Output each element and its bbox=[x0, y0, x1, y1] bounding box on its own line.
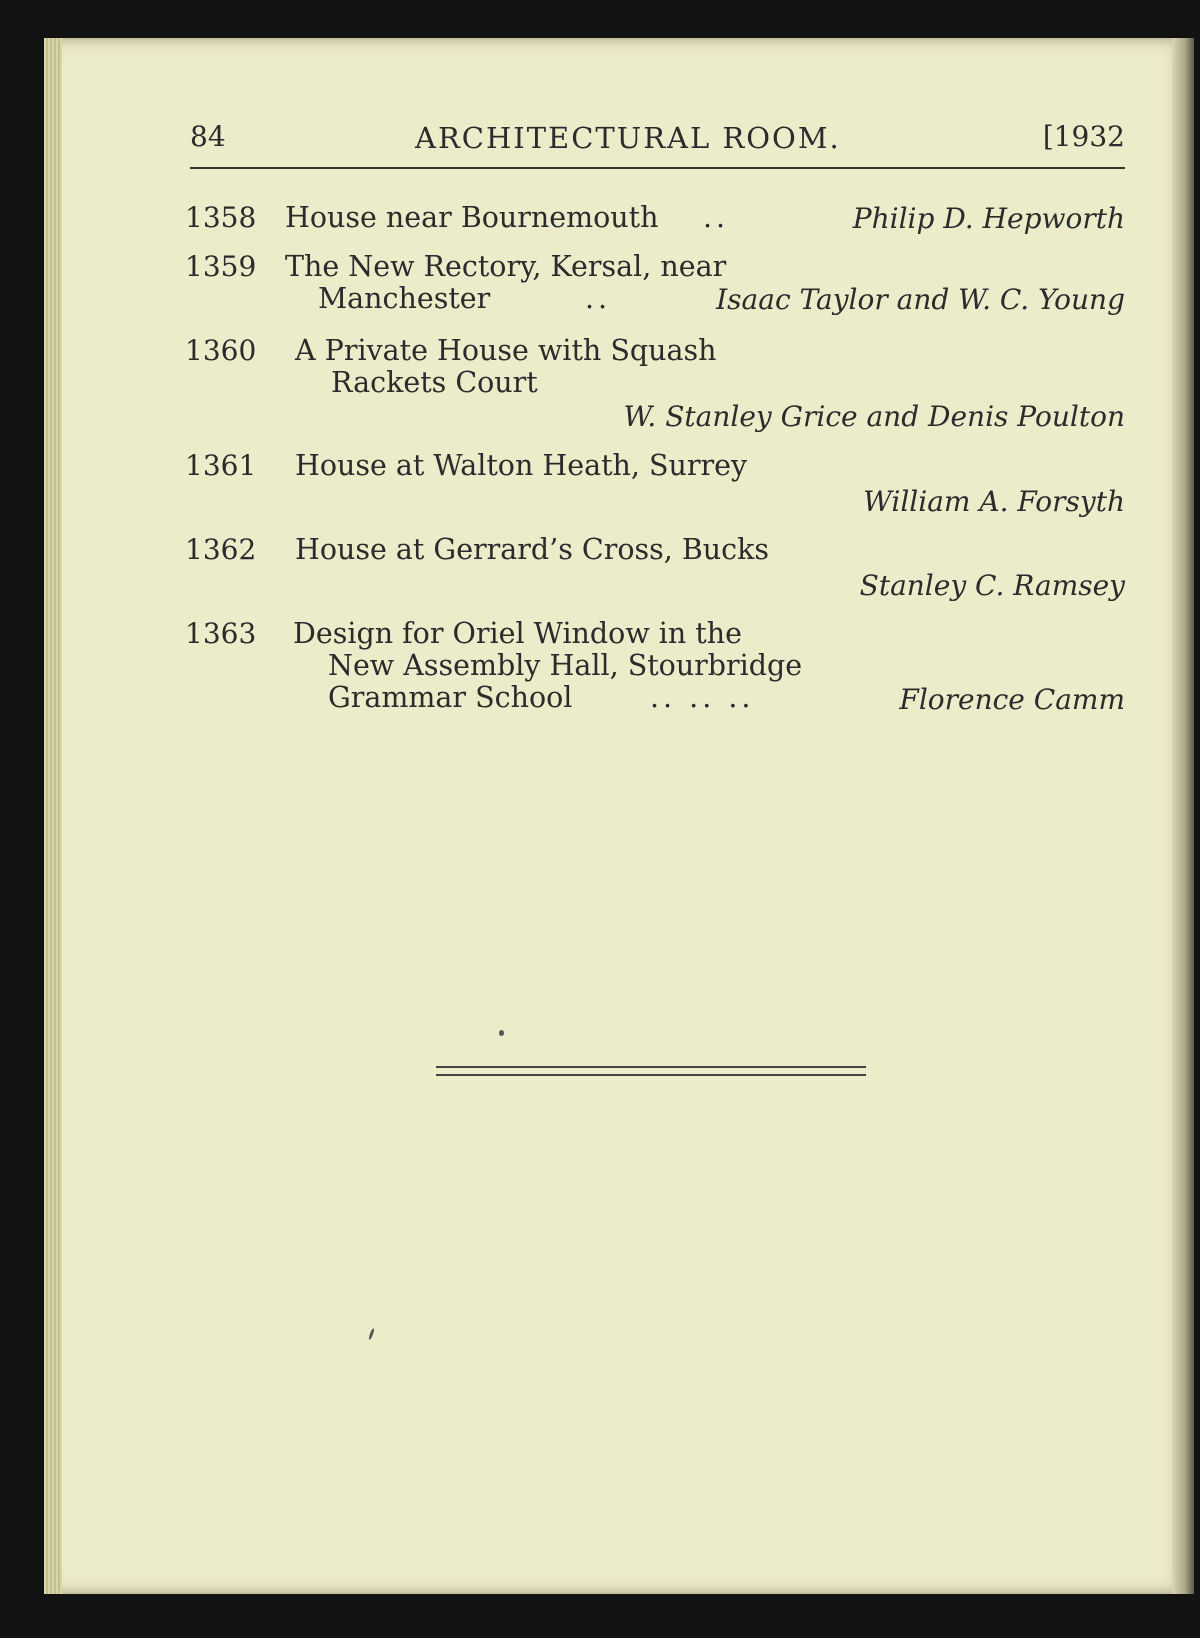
catalogue-entry bbox=[185, 450, 1125, 520]
year-label: [1932 bbox=[1042, 120, 1125, 153]
artist-name: William A. Forsyth bbox=[863, 485, 1125, 518]
closing-double-rule bbox=[436, 1066, 866, 1076]
catalogue-entry bbox=[185, 618, 1125, 718]
leader-dots: .. bbox=[703, 201, 730, 234]
header-rule bbox=[190, 167, 1125, 169]
artist-name: W. Stanley Grice and Denis Poulton bbox=[623, 400, 1125, 433]
entry-title-line: Grammar School bbox=[328, 681, 573, 714]
entry-title-line: Manchester bbox=[318, 282, 491, 315]
entry-title-line: House near Bournemouth bbox=[285, 201, 659, 234]
catalogue-entry bbox=[185, 251, 1125, 321]
book-spine bbox=[1172, 38, 1194, 1594]
running-head: ARCHITECTURAL ROOM. bbox=[415, 121, 841, 155]
leader-dots: .. .. .. bbox=[650, 681, 755, 714]
page-edges bbox=[44, 38, 62, 1594]
entry-number: 1362 bbox=[185, 533, 257, 566]
entry-title-line: Design for Oriel Window in the bbox=[293, 617, 742, 650]
page-number: 84 bbox=[190, 120, 226, 153]
entry-title-line: House at Gerrard’s Cross, Bucks bbox=[295, 533, 770, 566]
entry-number: 1360 bbox=[185, 334, 257, 367]
entry-title-line: The New Rectory, Kersal, near bbox=[285, 250, 727, 283]
entry-title-line: Rackets Court bbox=[331, 366, 538, 399]
entry-number: 1363 bbox=[185, 617, 257, 650]
artist-name: Stanley C. Ramsey bbox=[859, 569, 1125, 602]
catalogue-entry bbox=[185, 534, 1125, 604]
catalogue-entry bbox=[185, 335, 1125, 435]
entry-number: 1359 bbox=[185, 250, 257, 283]
page-header bbox=[190, 120, 1125, 160]
catalogue-entry bbox=[185, 202, 1125, 238]
entry-number: 1361 bbox=[185, 449, 257, 482]
entry-title-line: House at Walton Heath, Surrey bbox=[295, 449, 748, 482]
paper-speck bbox=[499, 1030, 504, 1036]
entry-title-line: New Assembly Hall, Stourbridge bbox=[328, 649, 803, 682]
artist-name: Philip D. Hepworth bbox=[852, 202, 1125, 235]
artist-name: Florence Camm bbox=[899, 683, 1125, 716]
entry-number: 1358 bbox=[185, 201, 257, 234]
leader-dots: .. bbox=[585, 282, 612, 315]
artist-name: Isaac Taylor and W. C. Young bbox=[716, 283, 1125, 316]
entry-title-line: A Private House with Squash bbox=[295, 334, 717, 367]
